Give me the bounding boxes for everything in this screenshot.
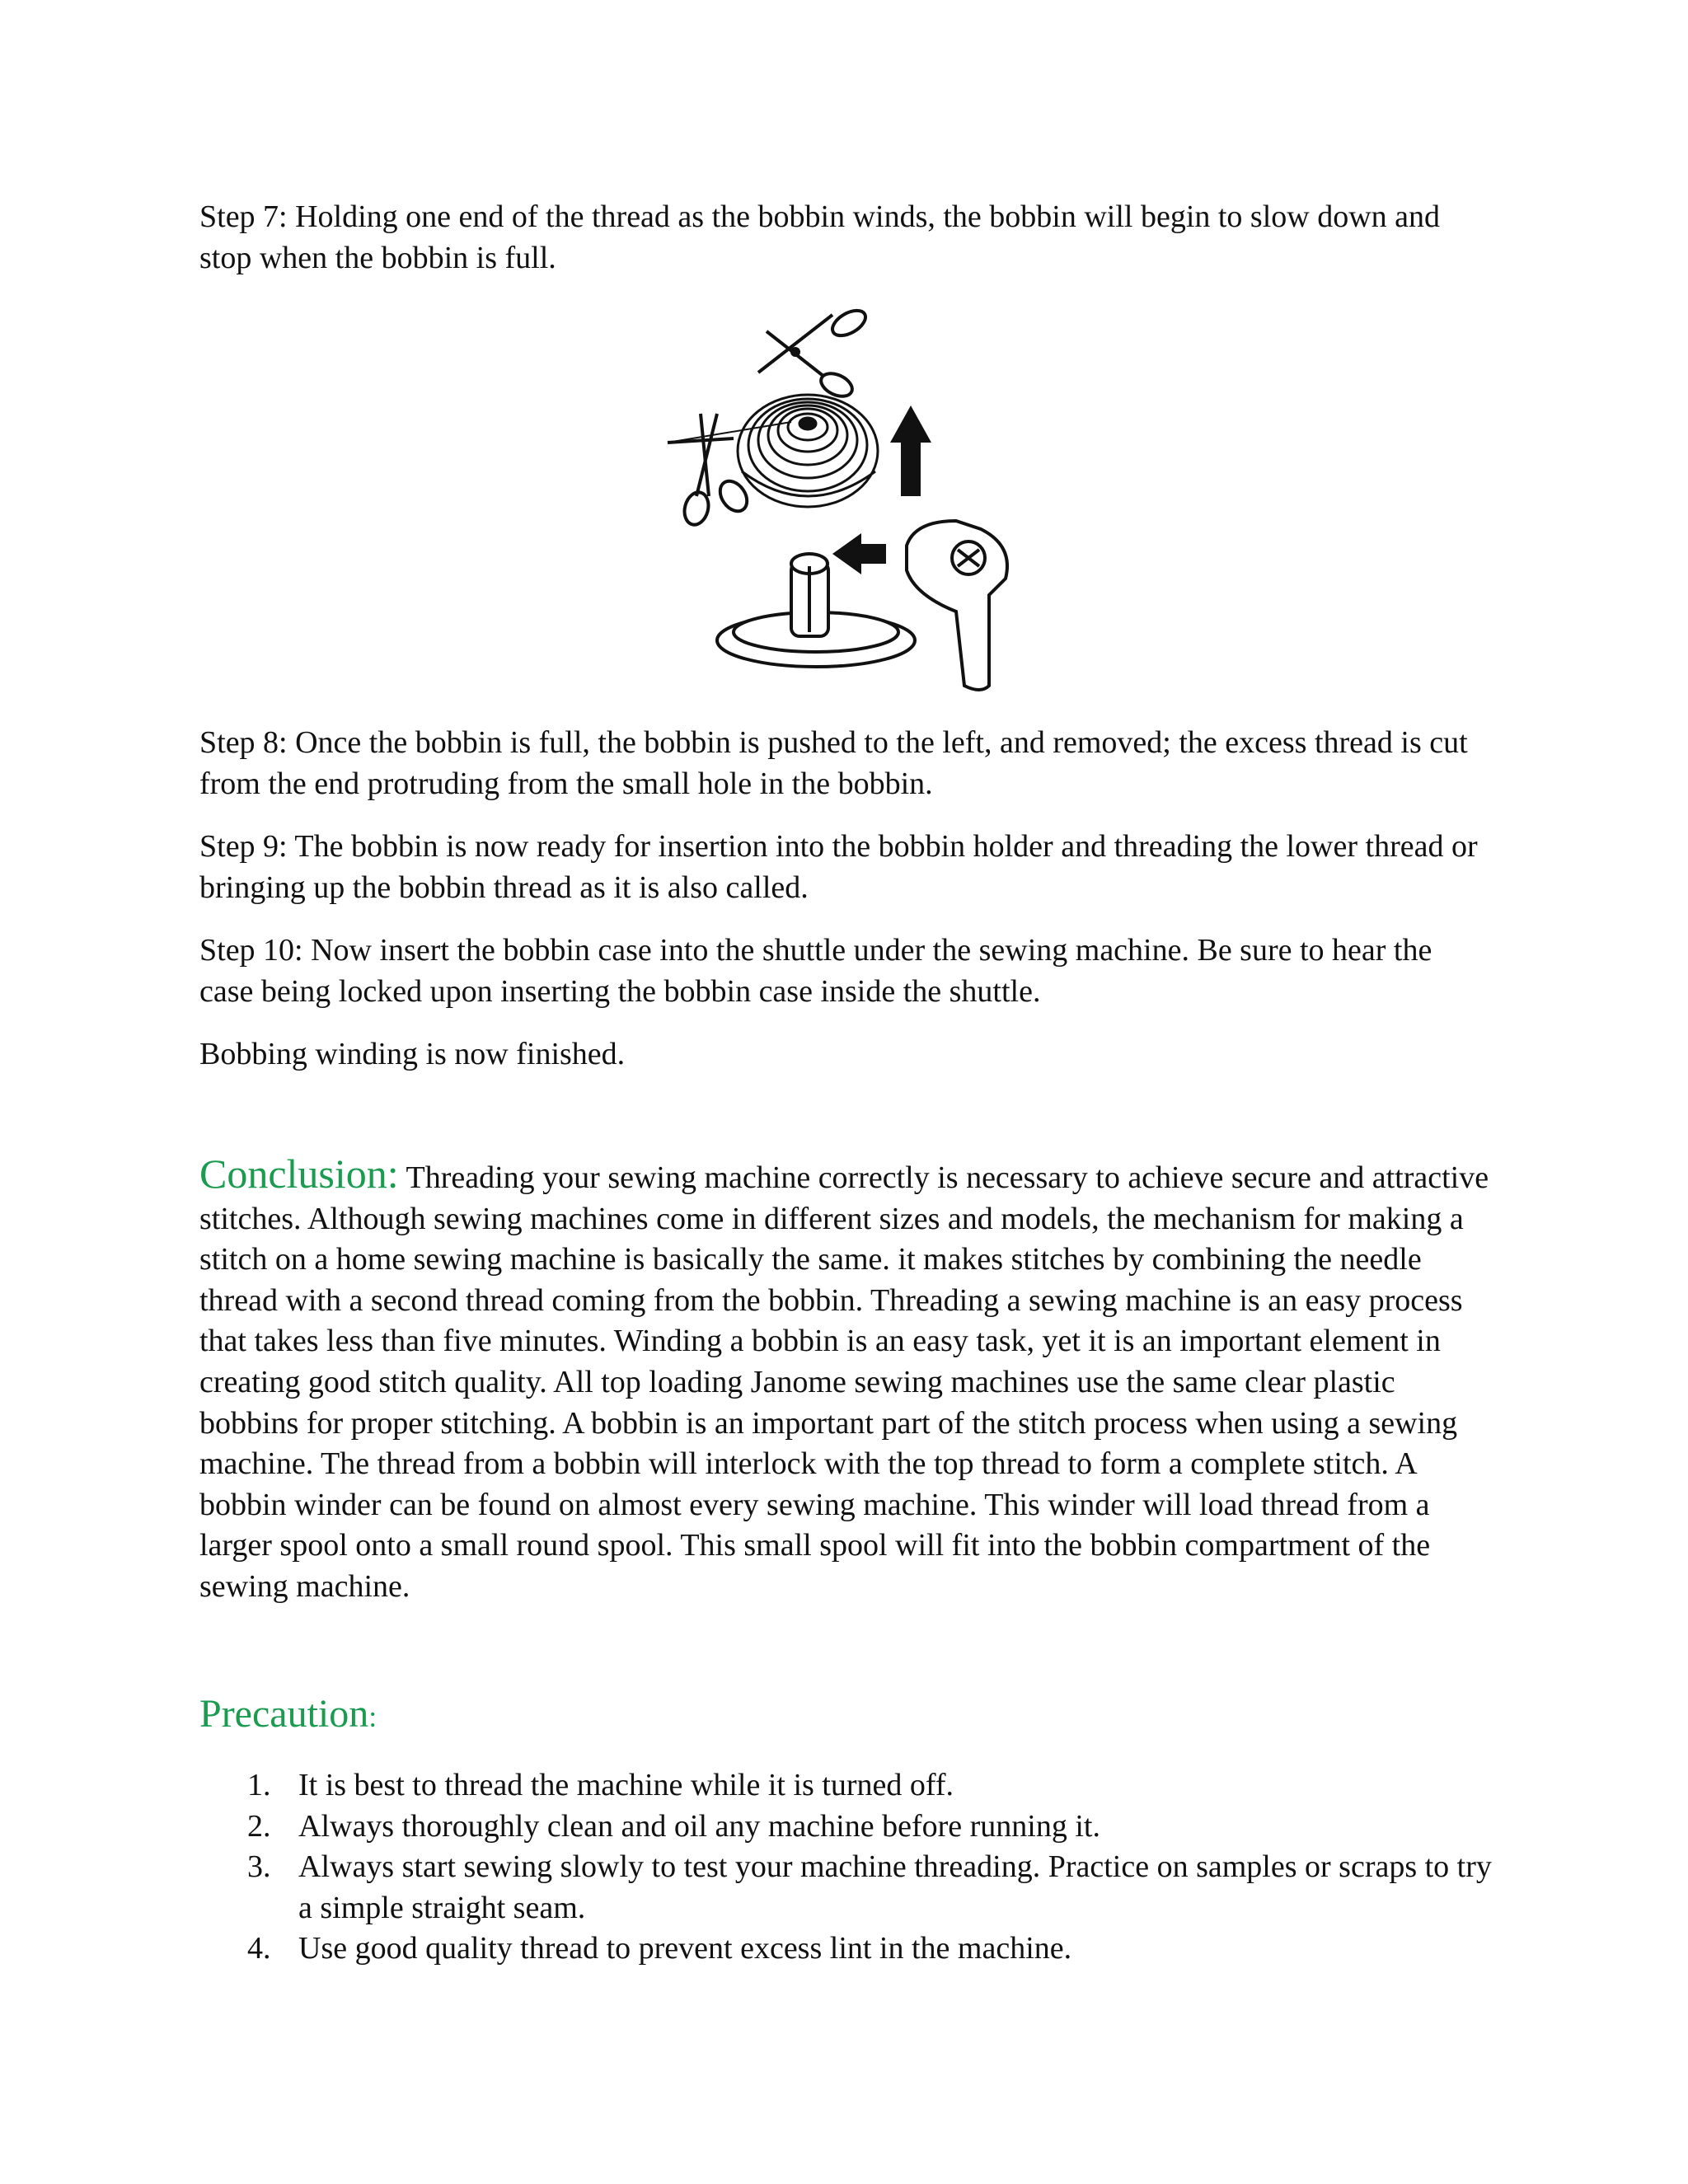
bobbin-winder-stopper-icon	[907, 521, 1007, 690]
list-item	[199, 1929, 1493, 1970]
list-item-text: It is best to thread the machine while it is turned off.	[298, 1768, 954, 1802]
bobbin-icon	[738, 395, 878, 507]
list-item	[199, 1847, 1493, 1929]
conclusion-section	[199, 1151, 1493, 1608]
list-item	[199, 1807, 1493, 1848]
list-item-text: Always start sewing slowly to test your machine threading. Practice on samples or scraps to try a simple straight seam.	[298, 1849, 1492, 1925]
bobbin-winding-illustration	[659, 298, 1030, 702]
step-8-text: Step 8: Once the bobbin is full, the bobbin is pushed to the left, and removed; the excess thread is cut from the end protruding from the small hole in the bobbin.	[199, 725, 1468, 801]
precaution-heading-text: Precaution	[199, 1692, 369, 1736]
scissors-icon	[758, 306, 870, 401]
step-7-text: Step 7: Holding one end of the thread as the bobbin winds, the bobbin will begin to slow down and stop when the bobbin is full.	[199, 199, 1441, 275]
up-arrow-icon	[890, 405, 931, 496]
conclusion-body: Threading your sewing machine correctly is necessary to achieve secure and attractive stitches. Although sewing machines come in different sizes and models, the mechanism for making a stitch on a home sewing machine is basically the same. it makes stitches by combining the needle thread with a second thread coming from the bobbin. Threading a sewing machine is an easy process that takes less than five minutes. Winding a bobbin is an easy task, yet it is an important element in creating good stitch quality. All top loading Janome sewing machines use the same clear plastic bobbins for proper stitching. A bobbin is an important part of the stitch process when using a sewing machine. The thread from a bobbin will interlock with the top thread to form a complete stitch. A bobbin winder can be found on almost every sewing machine. This winder will load thread from a larger spool onto a small round spool. This small spool will fit into the bobbin compartment of the sewing machine.	[199, 1160, 1489, 1604]
step-9-text: Step 9: The bobbin is now ready for insertion into the bobbin holder and threading the lower thread or bringing up the bobbin thread as it is also called.	[199, 829, 1478, 905]
list-item-text: Use good quality thread to prevent excess lint in the machine.	[298, 1931, 1072, 1966]
list-item-number: 4.	[247, 1931, 271, 1966]
precaution-list	[199, 1765, 1493, 1970]
list-item-text: Always thoroughly clean and oil any machine before running it.	[298, 1808, 1100, 1844]
list-item	[199, 1765, 1493, 1807]
finish-text: Bobbing winding is now finished.	[199, 1037, 626, 1071]
list-item-number: 1.	[247, 1768, 271, 1802]
list-item-number: 2.	[247, 1808, 271, 1844]
precaution-heading-colon: :	[368, 1700, 377, 1733]
precaution-heading	[199, 1690, 377, 1741]
conclusion-heading: Conclusion:	[199, 1151, 399, 1197]
left-arrow-icon	[832, 533, 886, 574]
list-item-number: 3.	[247, 1849, 271, 1885]
bobbin-winder-spindle-icon	[717, 554, 915, 667]
step-10-text: Step 10: Now insert the bobbin case into the shuttle under the sewing machine. Be sure to hear the case being locked upon inserting the bobbin case inside the shuttle.	[199, 933, 1432, 1009]
